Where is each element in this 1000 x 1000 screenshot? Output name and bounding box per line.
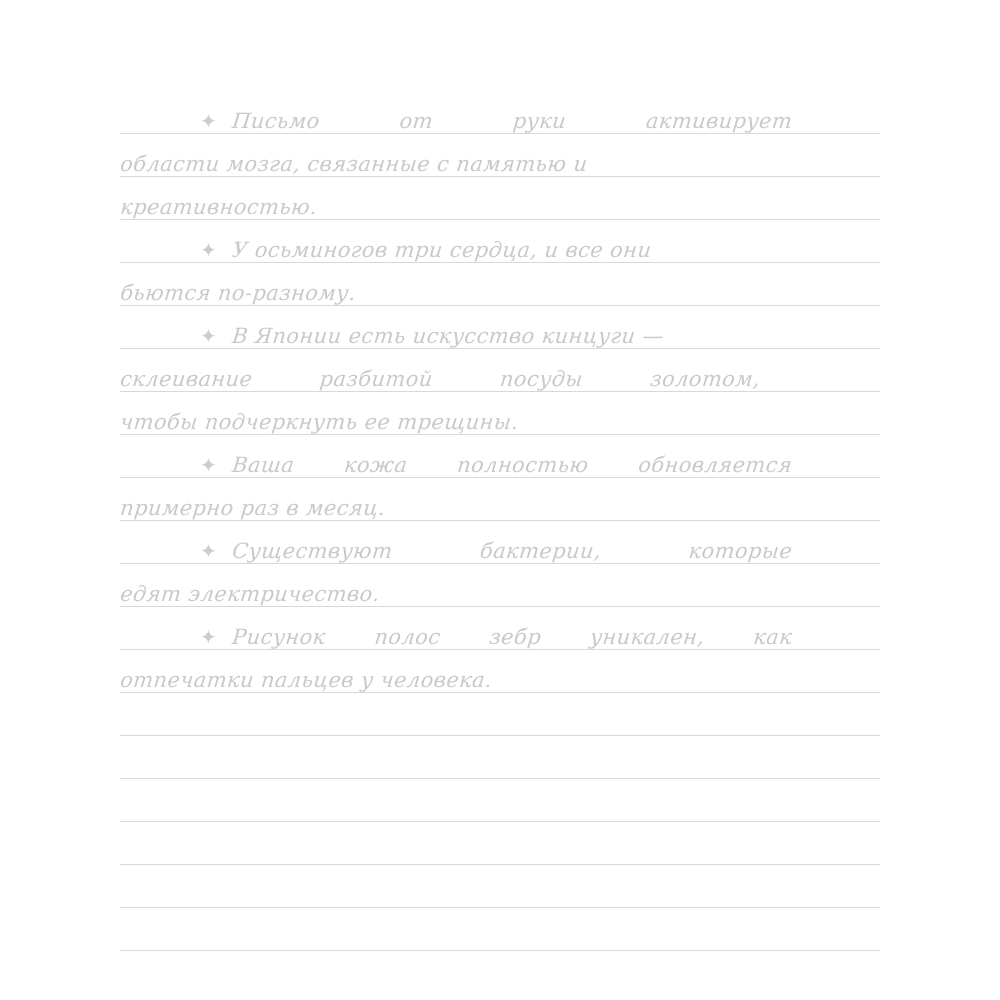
handwriting-text (230, 109, 793, 139)
handwriting-line (120, 655, 880, 698)
handwriting-line (120, 612, 880, 655)
sparkle-bullet-icon: ✦ (200, 539, 218, 563)
handwriting-text (230, 238, 652, 268)
handwriting-text (118, 195, 318, 225)
handwriting-word: как (752, 625, 794, 649)
rule-line (120, 735, 880, 736)
sparkle-bullet-icon: ✦ (200, 324, 218, 348)
handwriting-word: чтобы подчеркнуть ее трещины. (119, 410, 520, 434)
handwriting-word: креативностью. (119, 195, 319, 219)
handwriting-line (120, 268, 880, 311)
handwriting-word: Рисунок (231, 625, 327, 649)
handwriting-word: руки (511, 109, 568, 133)
handwriting-line (120, 139, 880, 182)
handwriting-text (230, 625, 793, 655)
handwriting-line (120, 526, 880, 569)
handwriting-line (120, 96, 880, 139)
sparkle-bullet-icon: ✦ (200, 109, 218, 133)
handwritten-text-block (120, 96, 880, 698)
handwriting-word: Существуют (231, 539, 394, 563)
handwriting-word: Ваша (231, 453, 296, 477)
handwriting-word: уникален, (588, 625, 706, 649)
handwriting-text (118, 668, 493, 698)
sparkle-bullet-icon: ✦ (200, 625, 218, 649)
handwriting-word: посуды (498, 367, 585, 391)
handwriting-word: едят электричество. (119, 582, 382, 606)
handwriting-word: активирует (644, 109, 794, 133)
handwriting-word: У осьминогов три сердца, и все они (231, 238, 653, 262)
handwriting-word: кожа (342, 453, 409, 477)
handwriting-text (230, 453, 793, 483)
handwriting-text (118, 281, 357, 311)
rule-line (120, 907, 880, 908)
handwriting-word: полос (373, 625, 442, 649)
handwriting-word: золотом, (649, 367, 762, 391)
handwriting-word: обновляется (637, 453, 794, 477)
handwriting-text (118, 582, 381, 612)
handwriting-word: полностью (456, 453, 590, 477)
sparkle-bullet-icon: ✦ (200, 453, 218, 477)
handwriting-text (118, 410, 519, 440)
handwriting-line (120, 569, 880, 612)
handwriting-word: которые (687, 539, 794, 563)
handwriting-line (120, 483, 880, 526)
handwriting-line (120, 225, 880, 268)
handwriting-line (120, 440, 880, 483)
handwriting-text (118, 496, 386, 526)
handwriting-word: Письмо (231, 109, 322, 133)
handwriting-word: В Японии есть искусство кинцуги — (231, 324, 666, 348)
handwriting-text (230, 324, 665, 354)
handwriting-word: бьются по-разному. (119, 281, 358, 305)
handwriting-line (120, 354, 880, 397)
handwriting-word: бактерии, (478, 539, 603, 563)
handwriting-word: зебр (488, 625, 543, 649)
handwriting-word: примерно раз в месяц. (119, 496, 387, 520)
handwriting-word: области мозга, связанные с памятью и (119, 152, 589, 176)
handwriting-text (118, 152, 588, 182)
rule-line (120, 821, 880, 822)
handwriting-word: разбитой (318, 367, 435, 391)
handwriting-word: от (398, 109, 435, 133)
handwriting-word: склеивание (119, 367, 254, 391)
handwriting-line (120, 311, 880, 354)
handwriting-word: отпечатки пальцев у человека. (119, 668, 494, 692)
handwriting-line (120, 182, 880, 225)
handwriting-text (230, 539, 793, 569)
handwriting-text (118, 367, 761, 397)
rule-line (120, 864, 880, 865)
sparkle-bullet-icon: ✦ (200, 238, 218, 262)
handwriting-line (120, 397, 880, 440)
rule-line (120, 950, 880, 951)
rule-line (120, 778, 880, 779)
